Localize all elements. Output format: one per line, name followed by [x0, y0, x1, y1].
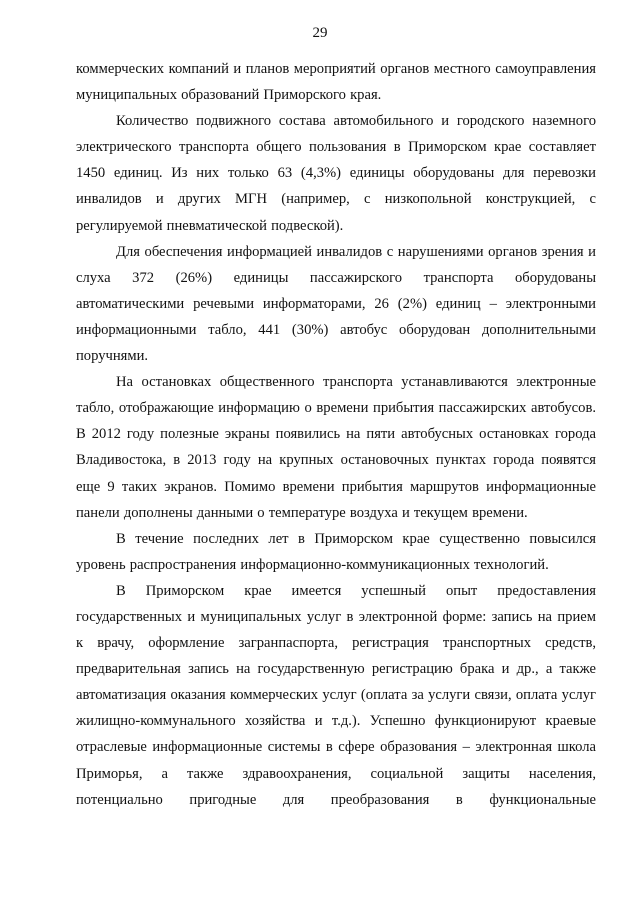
paragraph-ict-level: В течение последних лет в Приморском крае существенно повысился уровень распространения информационно-коммуникационных технологий. [76, 530, 596, 573]
page-number: 29 [312, 25, 328, 41]
paragraph-continuation: коммерческих компаний и планов мероприятий органов местного самоуправления муниципальных образований Приморского края. [76, 61, 596, 104]
paragraph-e-services: В Приморском крае имеется успешный опыт предоставления государственных и муниципальных услуг в электронной форме: запись на прием к врачу, оформление загранпаспорта, регистрация транспортных средств, предварительная запись на государственную регистрацию брака и др., а также автоматизация оказания коммерческих услуг (оплата за услуги связи, оплата услуг жилищно-коммунального хозяйства и т.д.). Успешно функционируют краевые отраслевые информационные системы в сфере образования – электронная школа Приморья, а также здравоохранения, социальной защиты населения, потенциально пригодные для преобразования в функциональные [76, 582, 596, 808]
paragraph-vehicle-fleet: Количество подвижного состава автомобильного и городского наземного электрического транспорта общего пользования в Приморском крае составляет 1450 единиц. Из них только 63 (4,3%) единицы оборудованы для перевозки инвалидов и других МГН (например, с низкопольной конструкцией, с регулируемой пневматической подвеской). [76, 113, 596, 234]
paragraph-electronic-displays: На остановках общественного транспорта устанавливаются электронные табло, отображающие информацию о времени прибытия пассажирских автобусов. В 2012 году полезные экраны появились на пяти автобусных остановках города Владивостока, в 2013 году на крупных остановочных пунктах города появятся еще 9 таких экранов. Помимо времени прибытия маршрутов информационные панели дополнены данными о температуре воздуха и текущем времени. [76, 374, 596, 521]
paragraph-informers: Для обеспечения информацией инвалидов с нарушениями органов зрения и слуха 372 (26%) единицы пассажирского транспорта оборудованы автоматическими речевыми информаторами, 26 (2%) единиц – электронными информационными табло, 441 (30%) автобус оборудован дополнительными поручнями. [76, 243, 596, 365]
document-body [76, 56, 596, 813]
